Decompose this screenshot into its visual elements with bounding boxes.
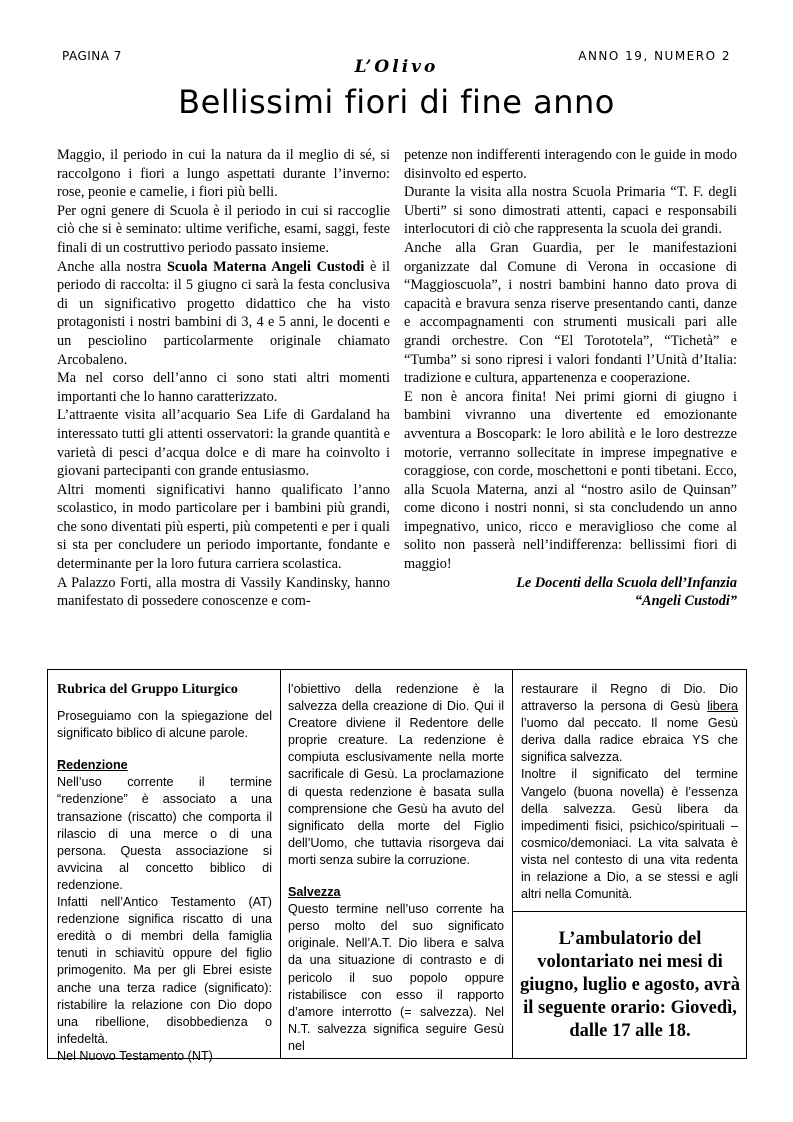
- rubrica-column-3: [521, 681, 738, 903]
- school-name: Scuola Materna Angeli Custodi: [166, 258, 365, 275]
- column-divider: [280, 669, 281, 1059]
- paragraph: A Palazzo Forti, alla mostra di Vassily Kandinsky, hanno manifestato di possedere conoscenze e com-: [57, 574, 390, 610]
- paragraph: Infatti nell’Antico Testamento (AT) redenzione significa riscatto di una eredità o di membri della famiglia tenuti in schiavitù oppure del figlio primogenito. Ma per gli Ebrei esiste anche una terza radice (significato): ristabilire la relazione con Dio dopo una ribellione, disobbedienza o infedeltà.: [57, 895, 272, 1046]
- paragraph: restaurare il Regno di Dio. Dio attraverso la persona di Gesù libera l’uomo dal peccato. Il nome Gesù deriva dalla radice ebraica YS che significa salvezza.: [521, 682, 738, 765]
- underlined-word: libera: [707, 699, 738, 714]
- issue-number: ANNO 19, NUMERO 2: [578, 49, 731, 63]
- paragraph: petenze non indifferenti interagendo con le guide in modo disinvolto ed esperto.: [404, 147, 737, 182]
- article-title: Bellissimi fiori di fine anno: [178, 83, 615, 121]
- paragraph: Questo termine nell’uso corrente ha perso molto del suo significato originale. Nell’A.T. Dio libera e salva da una situazione di contrasto e di pericolo il suo popolo oppure ristabilisce con esso il rapporto d’amore interrotto (= salvezza). Nel N.T. salvezza significa seguire Gesù nel: [288, 902, 504, 1053]
- notice-divider: [512, 911, 746, 912]
- paragraph: Ma nel corso dell’anno ci sono stati altri momenti importanti che lo hanno caratterizzato.: [57, 370, 390, 405]
- page-number: PAGINA 7: [62, 49, 122, 63]
- article-column-1: [57, 146, 390, 611]
- rubrica-column-2: [288, 681, 504, 1055]
- article-column-2: [404, 146, 737, 611]
- paragraph: l’obiettivo della redenzione è la salvezza della creazione di Dio. Qui il Creatore diviene il Redentore delle proprie creature. La redenzione è compiuta esclusivamente nella morte sacrificale di Gesù. La proclamazione di questa redenzione è basata sulla comprensione che Gesù ha avuto del significato della morte del Figlio dell’Uomo, che tuttavia risorgeva dai morti senza subire la corruzione.: [288, 682, 504, 867]
- paragraph: Nel Nuovo Testamento (NT): [57, 1048, 213, 1063]
- rubrica-column-1: [57, 681, 272, 1065]
- term-heading: Redenzione: [57, 758, 128, 773]
- paragraph: Altri momenti significativi hanno qualificato l’anno scolastico, in modo particolare per i bambini più grandi, che sono diventati più esperti, più competenti e per i quali si sta per concludere un periodo importante, fondante e determinante per la loro futura carriera scolastica.: [57, 481, 390, 573]
- paragraph: Maggio, il periodo in cui la natura da il meglio di sé, si raccolgono i fiori a lungo aspettati durante l’inverno: rose, peonie e camelie, i fiori più belli.: [57, 147, 390, 201]
- paragraph: Anche alla nostra Scuola Materna Angeli Custodi è il periodo di raccolta: il 5 giugno ci sarà la festa conclusiva di un significativo progetto didattico che ha visto protagonisti i nostri bambini di 3, 4 e 5 anni, le docenti e un pesciolino particolarmente originale chiamato Arcobaleno.: [57, 258, 390, 368]
- column-divider: [512, 669, 513, 1059]
- signature-line-1: Le Docenti della Scuola dell’Infanzia: [516, 574, 737, 591]
- term-heading: Salvezza: [288, 885, 341, 900]
- paragraph: L’attraente visita all’acquario Sea Life di Gardaland ha interessato tutti gli attenti osservatori: la grande quantità e varietà di pesci d’acqua dolce e di mare ha coinvolto i giovani partecipanti con grande entusiasmo.: [57, 407, 390, 480]
- paragraph: E non è ancora finita! Nei primi giorni di giugno i bambini vivranno una divertente ed emozionante avventura a Boscopark: le loro abilità e le loro destrezze motorie, verranno sollecitate in imprese impegnative e coraggiose, con corde, moschettoni e ponti tibetani. Ecco, alla Scuola Materna, anzi al “nostro asilo de Quinsan” come dicono i nostri nonni, si sta concludendo un anno impegnativo, unico, ricco e meraviglioso che come al solito non passerà nell’indifferenza: bellissimi fiori di maggio!: [404, 388, 737, 573]
- clinic-hours-notice: L’ambulatorio del volontariato nei mesi di giugno, luglio e agosto, avrà il seguente orario: Giovedì, dalle 17 alle 18.: [520, 929, 740, 1041]
- paragraph: Nell’uso corrente il termine “redenzione” è associato a una transazione (riscatto) che comporta il rilascio di una merce o di una persona. Questa associazione si avvicina al concetto biblico di redenzione.: [57, 775, 272, 892]
- signature-line-2: “Angeli Custodi”: [634, 593, 737, 610]
- rubrica-intro: Proseguiamo con la spiegazione del significato biblico di alcune parole.: [57, 709, 272, 741]
- paragraph: Per ogni genere di Scuola è il periodo in cui si raccoglie ciò che si è seminato: ultime verifiche, esami, saggi, feste finali di un costruttivo periodo passato insieme.: [57, 202, 390, 256]
- rubrica-title: Rubrica del Gruppo Liturgico: [57, 682, 238, 697]
- newspaper-name: L’Olivo: [354, 57, 439, 77]
- paragraph: Anche alla Gran Guardia, per le manifestazioni organizzate dal Comune di Verona in occasione di “Maggioscuola”, i nostri bambini hanno dato prova di capacità e bravura senza riserve presentando canti, danze e accompagnamenti con strumenti musicali pari alle grandi orchestre. Con “El Torototela”, “Tichetà” e “Tumba” si sono ripresi i valori fondanti l’Unità d’Italia: tradizione e cultura, appartenenza e cooperazione.: [404, 239, 737, 387]
- paragraph: Inoltre il significato del termine Vangelo (buona novella) è l’essenza della salvezza. Gesù libera da impedimenti fisici, psichico/spirituali – cosmico/demoniaci. La vita salvata è vista nel contesto di una vita redenta in relazione a Dio, a se stessi e agli altri nella Comunità.: [521, 767, 738, 902]
- paragraph: Durante la visita alla nostra Scuola Primaria “T. F. degli Uberti” si sono dimostrati attenti, capaci e responsabili interlocutori di ciò che rappresenta la scuola dei grandi.: [404, 184, 737, 238]
